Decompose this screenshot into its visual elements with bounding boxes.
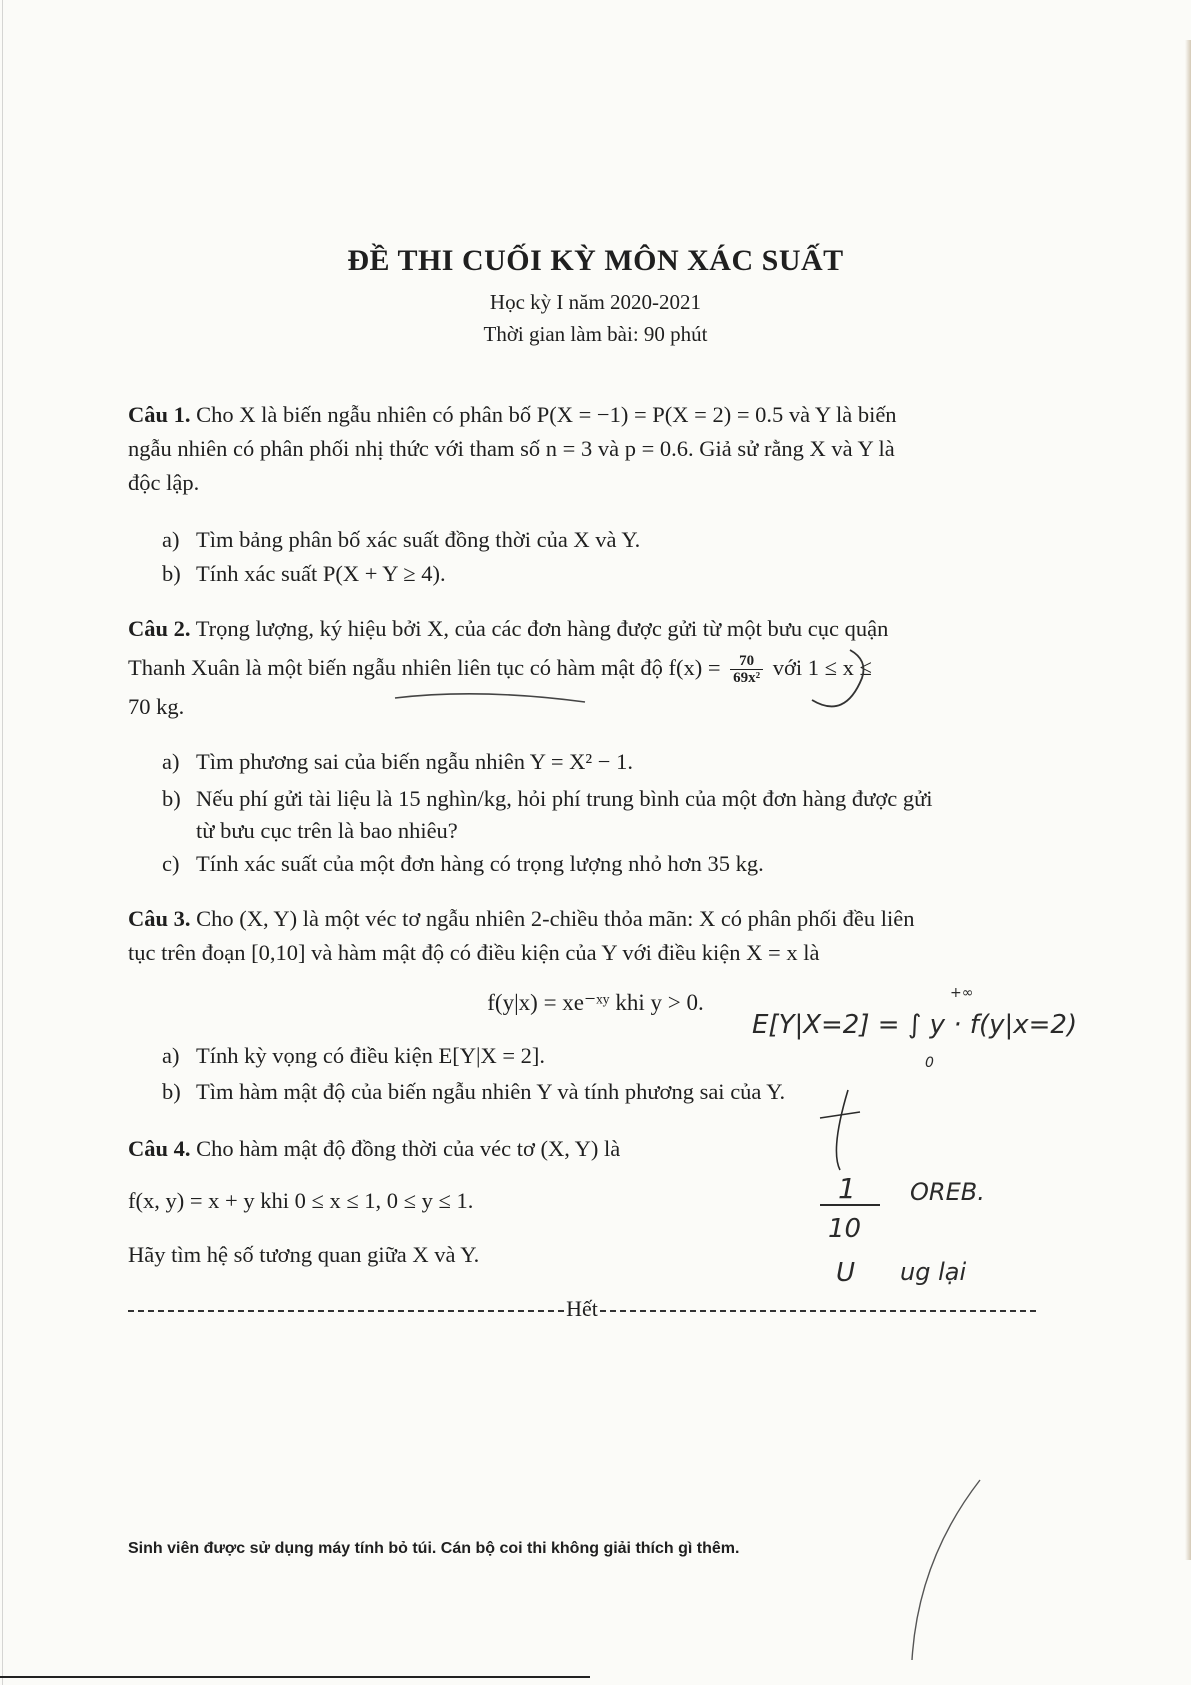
question-2-text-2a: Thanh Xuân là một biến ngẫu nhiên liên tục có hàm mật độ f(x) = <box>128 655 721 680</box>
handwritten-lower-limit: 0 <box>925 1055 934 1071</box>
exam-title: ĐỀ THI CUỐI KỲ MÔN XÁC SUẤT <box>347 244 844 277</box>
question-1-text-2: ngẫu nhiên có phân phối nhị thức với tham số n = 3 và p = 0.6. Giả sử rằng X và Y là <box>128 436 895 461</box>
question-2-text-2b: với 1 ≤ x ≤ <box>772 655 872 680</box>
semester-line: Học kỳ I năm 2020-2021 <box>489 290 702 314</box>
handwritten-note-2b: ug lại <box>900 1258 967 1286</box>
duration-line: Thời gian làm bài: 90 phút <box>483 322 708 346</box>
question-2a-text: Tìm phương sai của biến ngẫu nhiên Y = X² − 1. <box>196 749 633 774</box>
question-2b-text-1: Nếu phí gửi tài liệu là 15 nghìn/kg, hỏi phí trung bình của một đơn hàng được gửi <box>196 786 933 811</box>
handwritten-upper-limit: +∞ <box>950 985 974 1001</box>
item-label: a) <box>162 749 180 774</box>
question-2-text-1: Trọng lượng, ký hiệu bởi X, của các đơn hàng được gửi từ một bưu cục quận <box>195 616 889 641</box>
question-4-text-3: Hãy tìm hệ số tương quan giữa X và Y. <box>128 1242 480 1267</box>
question-3-label: Câu 3. <box>128 906 191 931</box>
question-2c-text: Tính xác suất của một đơn hàng có trọng lượng nhỏ hơn 35 kg. <box>196 851 764 876</box>
question-3-text-1: Cho (X, Y) là một véc tơ ngẫu nhiên 2-chiều thỏa mãn: X có phân phối đều liên <box>196 906 915 931</box>
scan-bottom-rule <box>0 1676 590 1678</box>
question-2b-text-2: từ bưu cục trên là bao nhiêu? <box>196 818 458 843</box>
end-mark: Hết <box>566 1296 598 1321</box>
item-label: c) <box>162 851 180 876</box>
question-4-formula: f(x, y) = x + y khi 0 ≤ x ≤ 1, 0 ≤ y ≤ 1. <box>128 1188 474 1213</box>
handwritten-fraction-numerator: 1 <box>838 1172 856 1205</box>
handwritten-note-2a: U <box>836 1258 856 1288</box>
handwritten-q3-note: E[Y|X=2] = ∫ y · f(y|x=2) <box>752 1010 1078 1040</box>
item-label: a) <box>162 1043 180 1068</box>
pencil-tick <box>820 1112 860 1118</box>
fraction-denominator: 69x² <box>733 670 761 687</box>
item-label: b) <box>162 1079 181 1104</box>
question-1b-text: Tính xác suất P(X + Y ≥ 4). <box>196 561 446 586</box>
item-label: b) <box>162 561 181 586</box>
handwritten-note-1: OREB. <box>910 1178 985 1206</box>
pencil-stroke-bottom <box>912 1480 980 1660</box>
handwritten-fraction-denominator: 10 <box>828 1214 862 1244</box>
pencil-circle-fraction <box>812 650 864 706</box>
question-1-text-1: Cho X là biến ngẫu nhiên có phân bố P(X = −1) = P(X = 2) = 0.5 và Y là biến <box>196 402 897 427</box>
question-1-text-3: độc lập. <box>128 470 200 495</box>
question-3a-text: Tính kỳ vọng có điều kiện E[Y|X = 2]. <box>196 1043 546 1068</box>
question-4-label: Câu 4. <box>128 1136 191 1161</box>
question-3-formula: f(y|x) = xe⁻ˣʸ khi y > 0. <box>487 990 704 1015</box>
fraction-numerator: 70 <box>730 653 763 670</box>
question-1a-text: Tìm bảng phân bố xác suất đồng thời của X và Y. <box>196 527 641 552</box>
footer-note: Sinh viên được sử dụng máy tính bỏ túi. Cán bộ coi thi không giải thích gì thêm. <box>128 1540 740 1557</box>
question-1-label: Câu 1. <box>128 402 191 427</box>
question-3-text-2: tục trên đoạn [0,10] và hàm mật độ có điều kiện của Y với điều kiện X = x là <box>128 940 820 965</box>
question-4-text-1: Cho hàm mật độ đồng thời của véc tơ (X, Y) là <box>196 1136 621 1161</box>
question-2-label: Câu 2. <box>128 616 191 641</box>
question-3b-text: Tìm hàm mật độ của biến ngẫu nhiên Y và tính phương sai của Y. <box>196 1079 786 1104</box>
pencil-curve <box>836 1090 848 1170</box>
question-2-text-3: 70 kg. <box>128 694 185 719</box>
item-label: a) <box>162 527 180 552</box>
item-label: b) <box>162 786 181 811</box>
pencil-underline-q2 <box>395 694 585 702</box>
